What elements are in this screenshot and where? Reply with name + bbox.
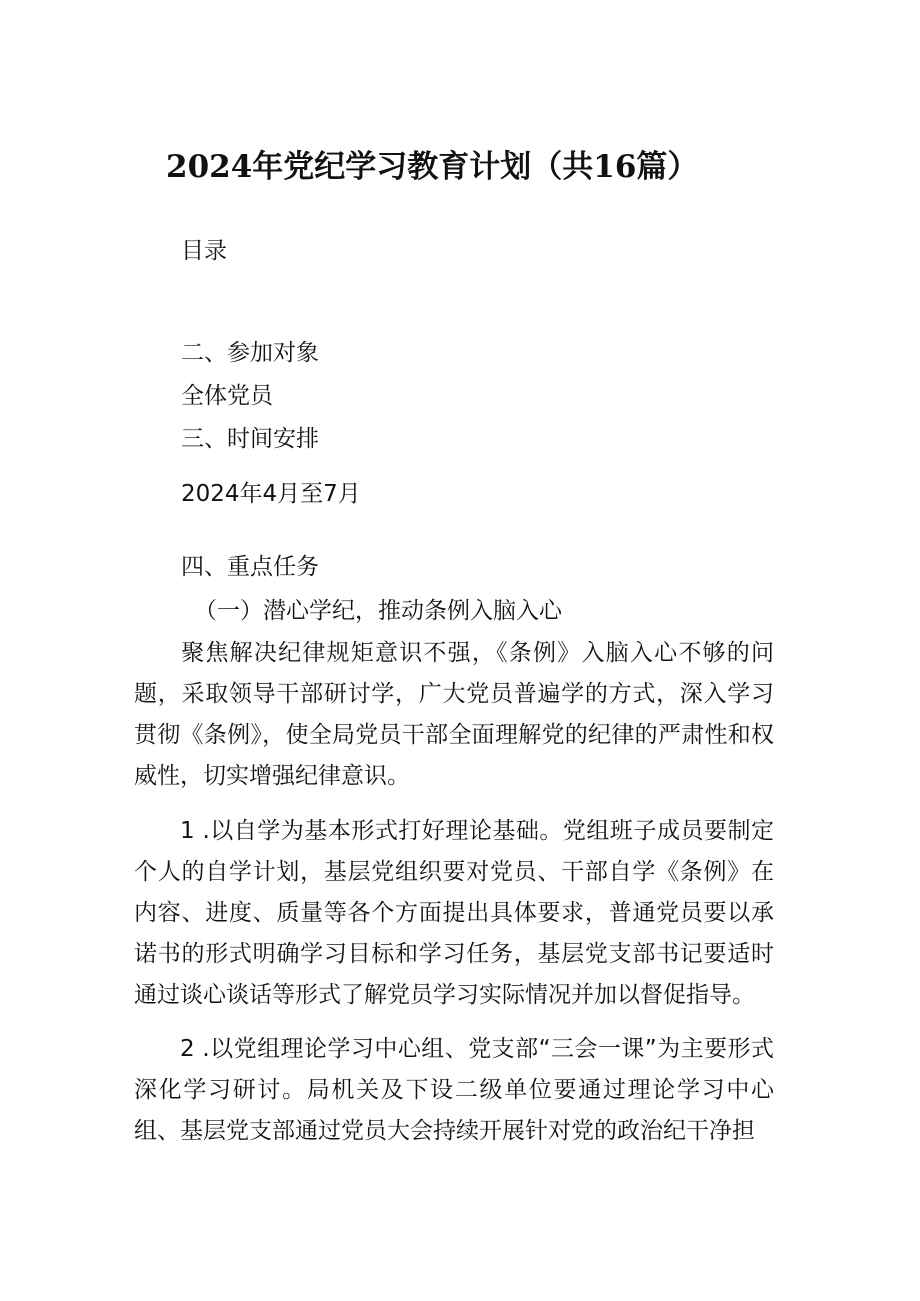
section-heading-participants: 二、参加对象 xyxy=(181,340,319,366)
section-heading-schedule: 三、时间安排 xyxy=(181,426,319,452)
section-body-participants: 全体党员 xyxy=(181,383,273,409)
paragraph-2-text: 1 .以自学为基本形式打好理论基础。党组班子成员要制定个人的自学计划，基层党组织要对党员、干部自学《条例》在内容、进度、质量等各个方面提出具体要求，普通党员要以承诺书的形式明确学习目标和学习任务，基层党支部书记要适时通过谈心谈话等形式了解党员学习实际情况并加以督促指导。 xyxy=(134,818,774,1008)
paragraph-3-text: 2 .以党组理论学习中心组、党支部“三会一课”为主要形式深化学习研讨。局机关及下设二级单位要通过理论学习中心组、基层党支部通过党员大会持续开展针对党的政治纪干净担 xyxy=(134,1036,774,1144)
body-paragraph-2 xyxy=(134,811,774,1016)
section-heading-key-tasks: 四、重点任务 xyxy=(181,554,319,580)
toc-label: 目录 xyxy=(181,238,227,264)
document-title: 2024年党纪学习教育计划（共16篇） xyxy=(166,149,699,185)
body-paragraph-1 xyxy=(134,633,774,797)
paragraph-1-text: 聚焦解决纪律规矩意识不强，《条例》入脑入心不够的问题，采取领导干部研讨学，广大党员普遍学的方式，深入学习贯彻《条例》，使全局党员干部全面理解党的纪律的严肃性和权威性，切实增强纪律意识。 xyxy=(134,640,774,789)
section-body-schedule: 2024年4月至7月 xyxy=(181,481,361,507)
body-paragraph-3 xyxy=(134,1029,774,1152)
subsection-heading: （一）潜心学纪，推动条例入脑入心 xyxy=(194,598,562,624)
